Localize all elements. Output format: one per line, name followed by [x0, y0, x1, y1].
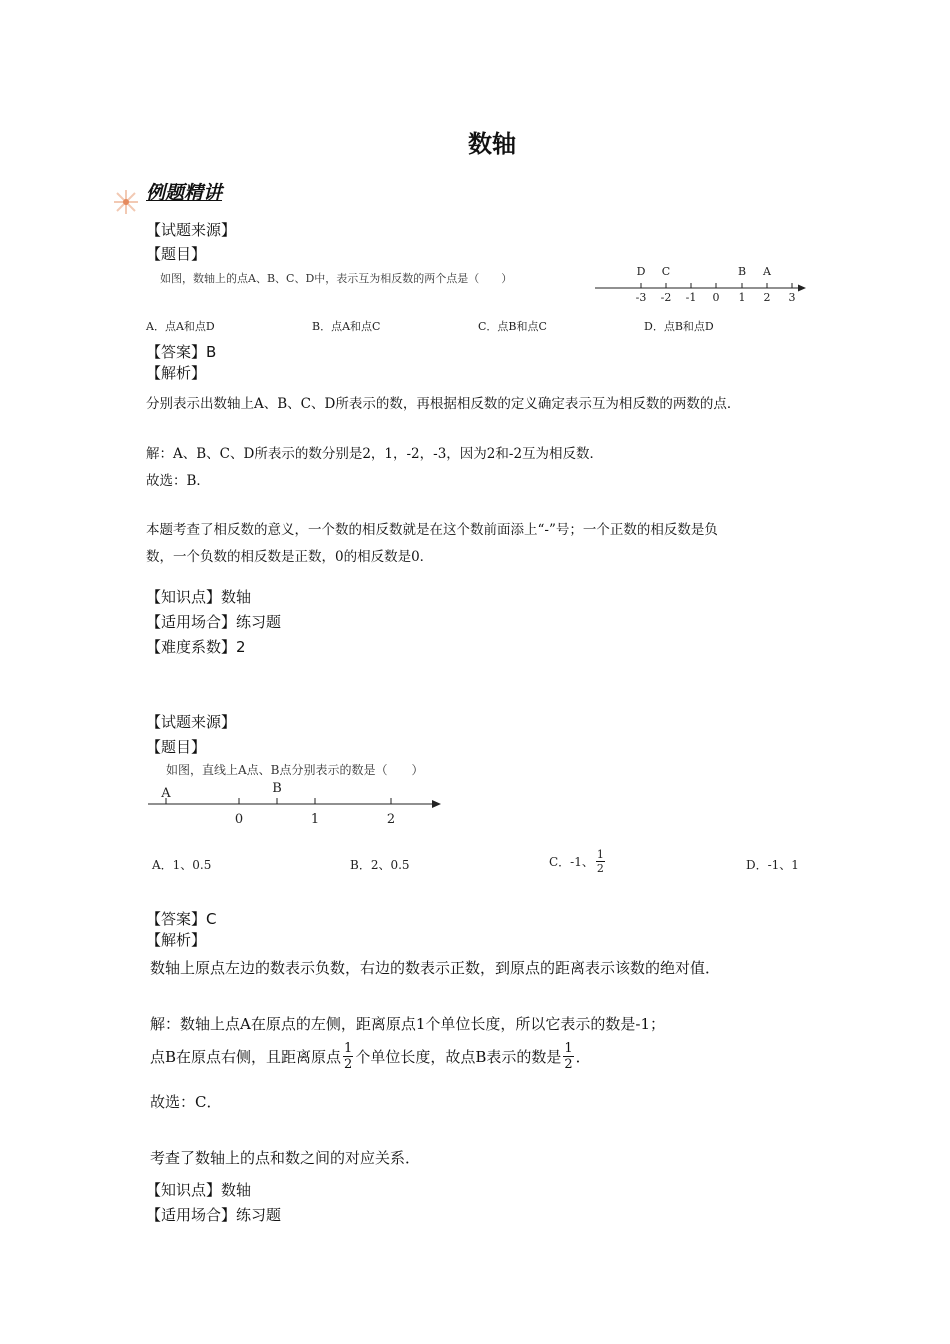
tick-label: 1 — [738, 291, 746, 304]
q1-use-value: 练习题 — [236, 613, 282, 631]
q1-answer-value: B — [206, 343, 217, 361]
q2-option-b: B．2、0.5 — [350, 858, 410, 872]
tick-label: -1 — [685, 291, 697, 304]
q2-choice: 故选：C． — [150, 1093, 222, 1111]
q1-question: 如图，数轴上的点A、B、C、D中，表示互为相反数的两个点是（ ） — [160, 272, 513, 285]
tick-label: 0 — [234, 812, 244, 827]
half-fraction — [343, 1042, 353, 1071]
q2-kp-label: 【知识点】 — [146, 1181, 222, 1199]
q1-analysis: 分别表示出数轴上A、B、C、D所表示的数，再根据相反数的定义确定表示互为相反数的两数的点． — [146, 396, 741, 412]
fraction-denominator: 2 — [596, 862, 604, 875]
q1-option-b: B．点A和点C — [312, 320, 381, 333]
q2-usage — [146, 1204, 281, 1225]
q1-usage — [146, 611, 281, 632]
q1-option-d: D．点B和点D — [644, 320, 714, 333]
axis-arrow — [798, 285, 806, 292]
q1-solution: 解：A、B、C、D所表示的数分别是2，1，-2，-3，因为2和-2互为相反数． — [146, 446, 604, 462]
fraction-denominator: 2 — [344, 1057, 353, 1072]
q1-choice: 故选：B． — [146, 473, 210, 489]
q2-topic-label: 【题目】 — [146, 738, 207, 756]
q2-kp-value: 数轴 — [221, 1181, 252, 1199]
q2-option-c — [549, 849, 607, 874]
q1-analysis-label: 【解析】 — [146, 364, 207, 382]
half-fraction — [563, 1042, 573, 1071]
q1-topic-label: 【题目】 — [146, 245, 207, 263]
tick-label: -3 — [635, 291, 647, 304]
axis-arrow — [432, 800, 441, 808]
tick-label: 2 — [763, 291, 771, 304]
q1-diff-value: 2 — [236, 638, 246, 656]
half-fraction — [596, 849, 605, 874]
q1-source-label: 【试题来源】 — [146, 221, 237, 239]
q2-use-label: 【适用场合】 — [146, 1206, 237, 1224]
q2-question: 如图，直线上A点、B点分别表示的数是（ ） — [166, 763, 424, 777]
point-label: B — [272, 781, 282, 796]
q2-number-line — [140, 775, 450, 827]
tick-label: 2 — [386, 812, 396, 827]
fraction-numerator: 1 — [344, 1041, 353, 1056]
q2-analysis-label: 【解析】 — [146, 931, 207, 949]
q1-kp-label: 【知识点】 — [146, 588, 222, 606]
q2-solution-line1: 解：数轴上点A在原点的左侧，距离原点1个单位长度，所以它表示的数是-1； — [150, 1015, 665, 1033]
q2-answer-value: C — [206, 910, 217, 928]
q1-answer-label: 【答案】 — [146, 343, 207, 361]
fraction-numerator: 1 — [596, 848, 604, 861]
q2-knowledge-point — [146, 1179, 251, 1200]
q1-answer — [146, 341, 216, 362]
point-label: C — [661, 265, 671, 278]
page-title: 数轴 — [468, 130, 516, 158]
tick-label: 0 — [712, 291, 720, 304]
q2-answer-label: 【答案】 — [146, 910, 207, 928]
q2-sol2-part-b: 个单位长度，故点B表示的数是 — [355, 1048, 562, 1066]
tick-label: -2 — [660, 291, 672, 304]
fraction-numerator: 1 — [564, 1041, 573, 1056]
q1-option-a: A．点A和点D — [146, 320, 215, 333]
tick-label: 3 — [788, 291, 796, 304]
q2-answer — [146, 908, 217, 929]
q1-difficulty — [146, 636, 246, 657]
q1-kp-value: 数轴 — [221, 588, 252, 606]
q2-option-d: D．-1、1 — [746, 858, 799, 872]
tick-label: 1 — [310, 812, 320, 827]
q2-note: 考查了数轴上的点和数之间的对应关系． — [150, 1149, 421, 1167]
star-icon — [112, 188, 140, 216]
q2-use-value: 练习题 — [236, 1206, 282, 1224]
q2-sol2-part-c: ． — [575, 1048, 591, 1066]
q1-number-line — [590, 260, 812, 306]
q2-option-a: A．1、0.5 — [152, 858, 212, 872]
section-heading: 例题精讲 — [146, 182, 223, 204]
q2-solution-line2 — [150, 1042, 591, 1071]
q2-option-c-prefix: C．-1、 — [549, 855, 594, 869]
q1-note-line1: 本题考查了相反数的意义，一个数的相反数就是在这个数前面添上“-”号；一个正数的相反数是负 — [146, 522, 718, 538]
q1-diff-label: 【难度系数】 — [146, 638, 237, 656]
q1-note-line2: 数，一个负数的相反数是正数，0的相反数是0． — [146, 549, 434, 565]
point-label: A — [763, 265, 771, 278]
point-label: A — [161, 786, 171, 801]
q1-use-label: 【适用场合】 — [146, 613, 237, 631]
q2-analysis: 数轴上原点左边的数表示负数，右边的数表示正数，到原点的距离表示该数的绝对值． — [150, 959, 721, 977]
q2-source-label: 【试题来源】 — [146, 713, 237, 731]
q2-sol2-part-a: 点B在原点右侧，且距离原点 — [150, 1048, 342, 1066]
point-label: D — [636, 265, 646, 278]
q1-knowledge-point — [146, 586, 251, 607]
fraction-denominator: 2 — [564, 1057, 573, 1072]
point-label: B — [737, 265, 747, 278]
q1-option-c: C．点B和点C — [478, 320, 547, 333]
